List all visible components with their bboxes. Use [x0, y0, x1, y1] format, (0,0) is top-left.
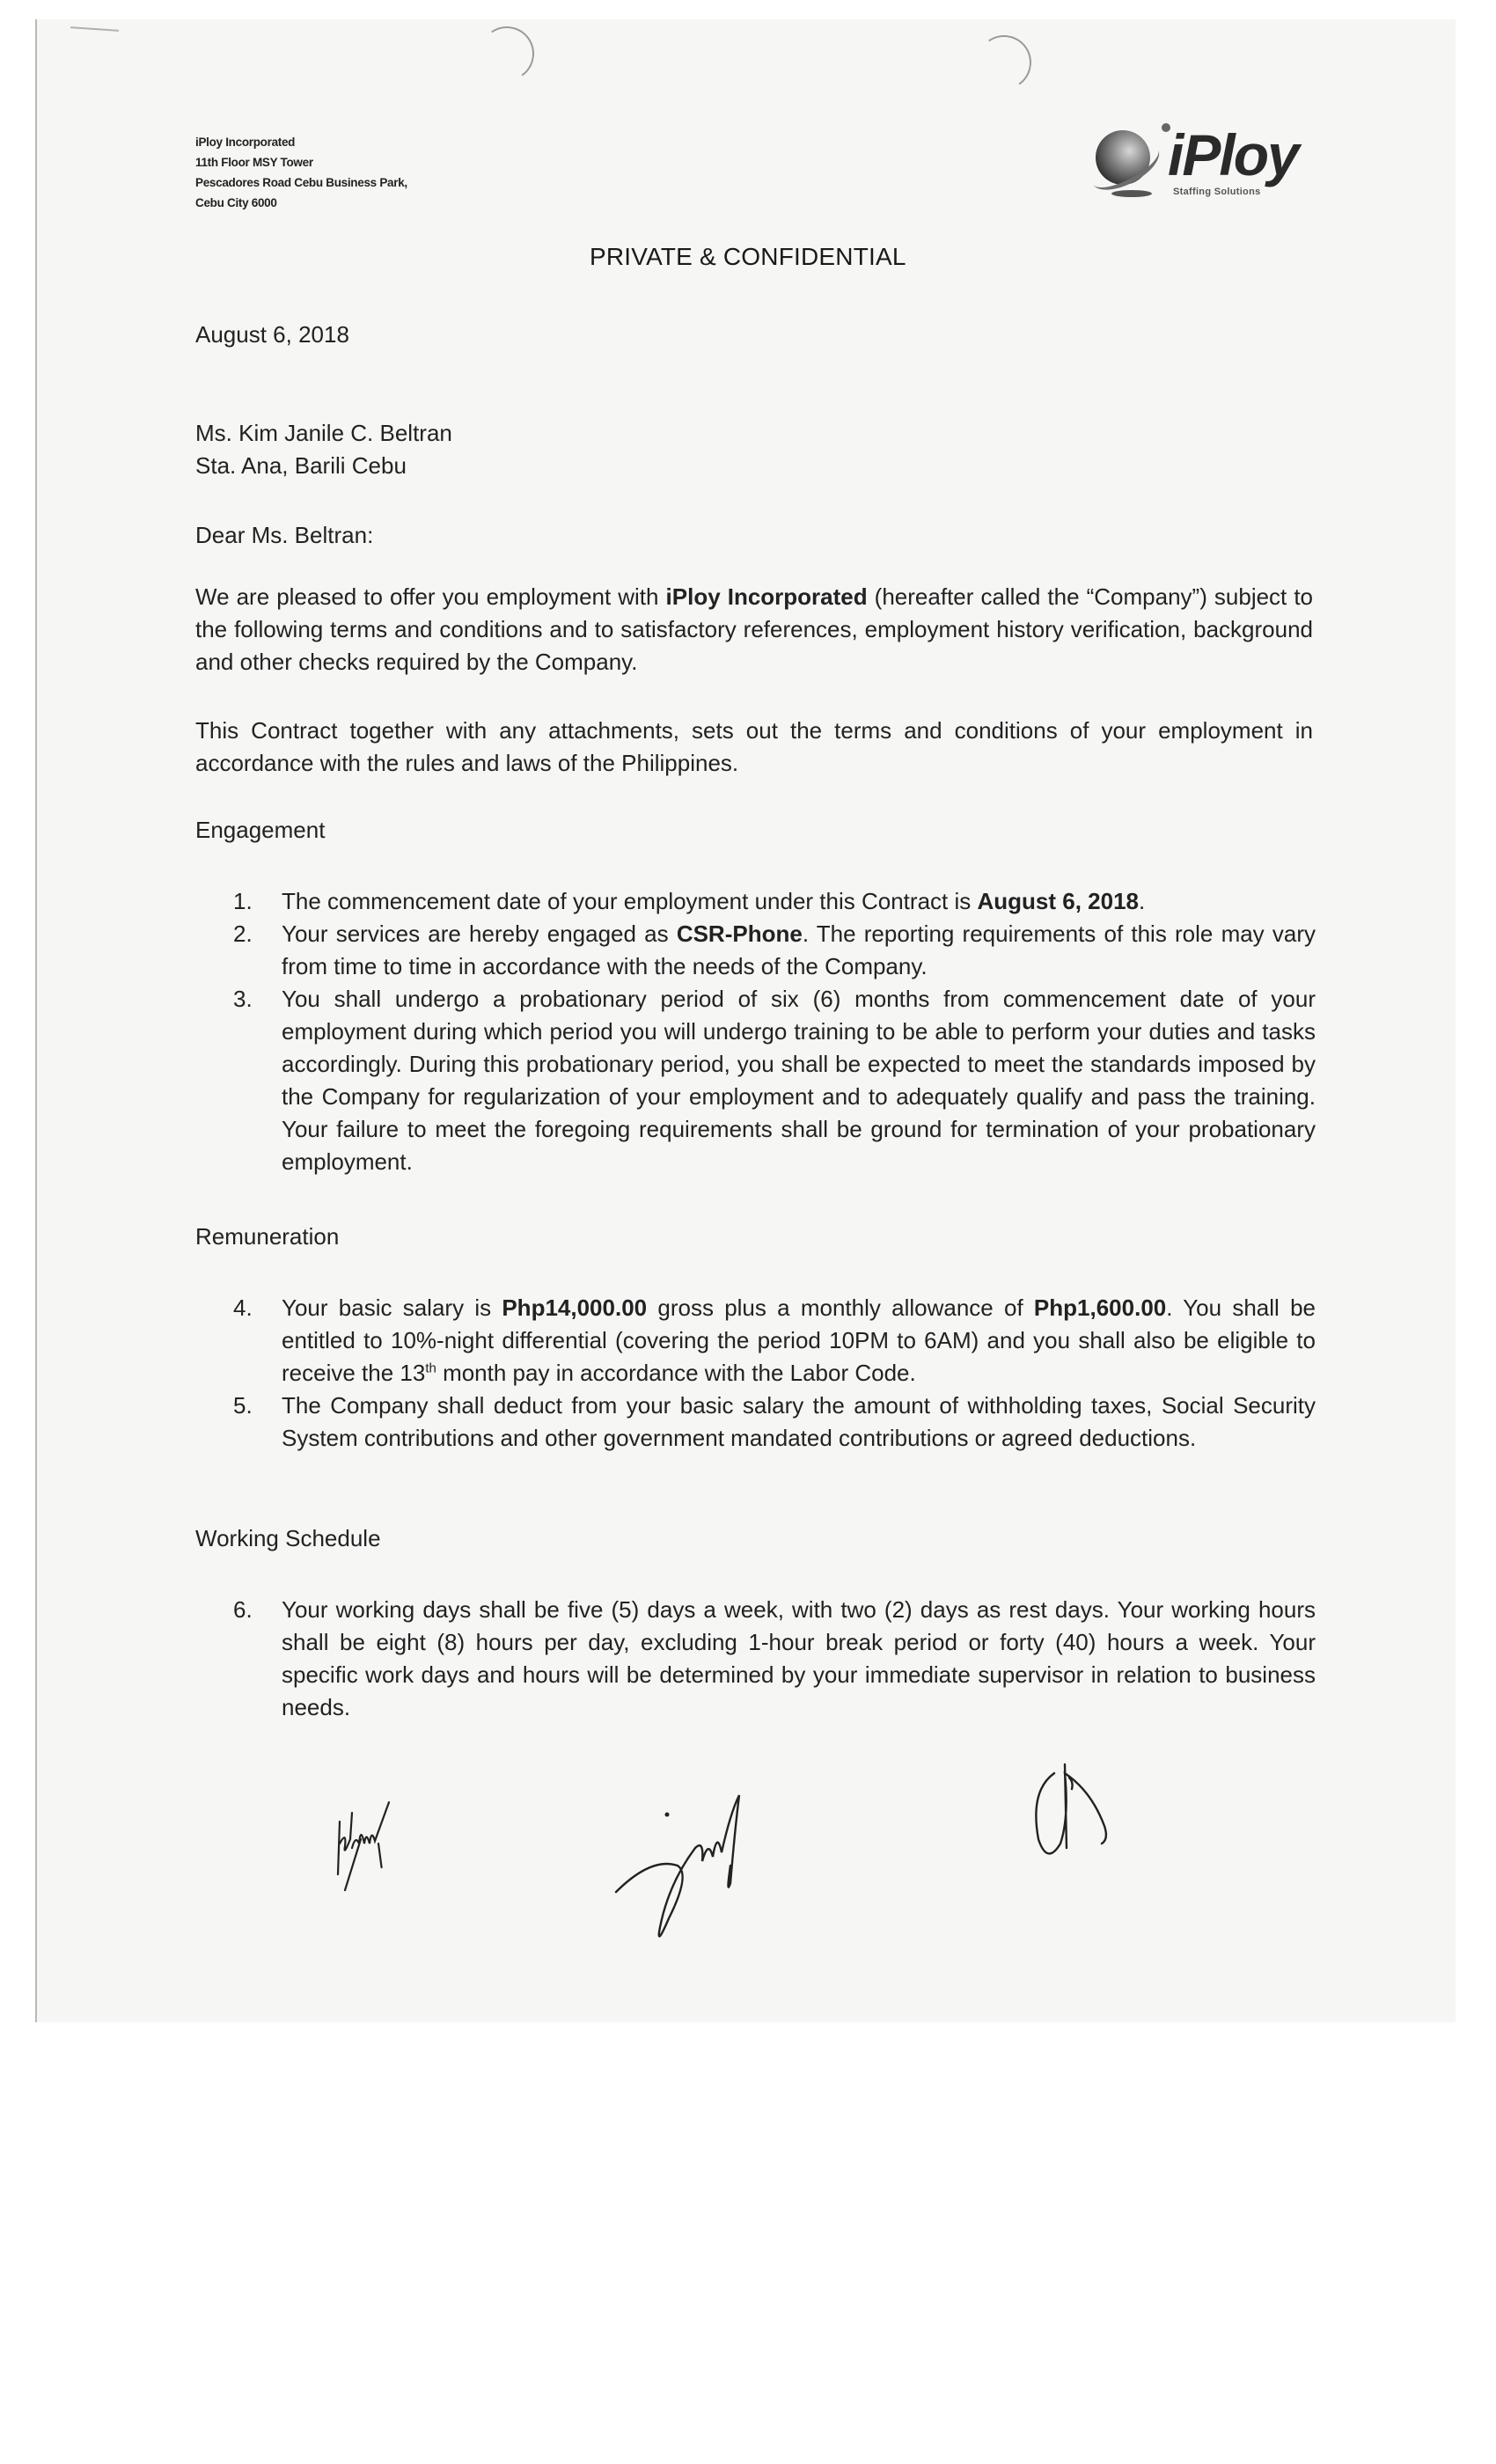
list-item — [233, 885, 1316, 918]
item-number: 5. — [233, 1392, 253, 1419]
text-span: month pay in accordance with the Labor Code. — [436, 1360, 916, 1386]
company-logo — [1096, 123, 1360, 202]
text-span: Your basic salary is — [282, 1294, 502, 1321]
text-span: The commencement date of your employment under this Contract is — [282, 888, 978, 914]
section-heading-engagement: Engagement — [195, 817, 326, 843]
text-span: gross plus a monthly allowance of — [647, 1294, 1034, 1321]
logo-tagline: Staffing Solutions — [1173, 187, 1261, 197]
text-span: . You shall be entitled to 10%-night differential (covering the period 10PM to 6AM) and you shall also be eligible to receive the 13 — [282, 1294, 1316, 1386]
item-number: 4. — [233, 1294, 253, 1321]
item-number: 3. — [233, 986, 253, 1012]
signature-1 — [326, 1795, 431, 1892]
ordinal-superscript: th — [425, 1360, 436, 1376]
engagement-list — [233, 885, 1316, 1178]
recipient-block — [195, 417, 452, 482]
address-line: Pescadores Road Cebu Business Park, — [195, 176, 407, 189]
list-item — [233, 918, 1316, 983]
intro-paragraph — [195, 581, 1313, 678]
text-span: We are pleased to offer you employment with — [195, 583, 666, 610]
list-item — [233, 1594, 1316, 1724]
confidential-heading: PRIVATE & CONFIDENTIAL — [590, 243, 906, 270]
list-item — [233, 983, 1316, 1178]
text-span: You shall undergo a probationary period of six (6) months from commencement date of your employment during which period you will undergo training to be able to perform your duties and tasks accordingly. During this probationary period, you shall be expected to meet the standards imposed by the Company for regularization of your employment and to adequately qualify and pass the training. Your failure to meet the foregoing requirements shall be ground for termination of your probationary employment. — [282, 986, 1316, 1175]
remuneration-list — [233, 1292, 1316, 1455]
text-span: The Company shall deduct from your basic salary the amount of withholding taxes, Social Security System contributions and other government mandated contributions or agreed deductions. — [282, 1392, 1316, 1451]
list-item — [233, 1390, 1316, 1455]
recipient-name: Ms. Kim Janile C. Beltran — [195, 420, 452, 446]
monthly-allowance: Php1,600.00 — [1033, 1294, 1167, 1321]
recipient-address: Sta. Ana, Barili Cebu — [195, 452, 407, 479]
company-name-bold: iPloy Incorporated — [665, 583, 868, 610]
contract-paragraph: This Contract together with any attachments, sets out the terms and conditions of your employment in accordance with the rules and laws of the Philippines. — [195, 717, 1313, 776]
text-span: (hereafter called the “Company”) subject to the following terms and conditions and to satisfactory references, employment history verification, background and other checks required by the Company. — [195, 583, 1314, 675]
item-number: 2. — [233, 920, 253, 947]
text-span: . The reporting requirements of this role may vary from time to time in accordance with the needs of the Company. — [282, 920, 1316, 979]
logo-brand: iPloy — [1168, 122, 1298, 187]
letter-date: August 6, 2018 — [195, 321, 349, 348]
item-number: 6. — [233, 1596, 253, 1623]
address-line: 11th Floor MSY Tower — [195, 156, 313, 169]
company-address — [195, 132, 407, 213]
position-title: CSR-Phone — [676, 920, 803, 947]
signature-2 — [607, 1778, 783, 1945]
salutation: Dear Ms. Beltran: — [195, 522, 374, 548]
commencement-date: August 6, 2018 — [977, 888, 1139, 914]
section-heading-remuneration: Remuneration — [195, 1223, 340, 1250]
basic-salary: Php14,000.00 — [502, 1294, 648, 1321]
section-heading-working-schedule: Working Schedule — [195, 1525, 381, 1551]
item-number: 1. — [233, 888, 253, 914]
globe-base-icon — [1111, 190, 1152, 197]
text-span: . — [1139, 888, 1146, 914]
address-line: Cebu City 6000 — [195, 196, 277, 209]
list-item — [233, 1292, 1316, 1390]
signature-3 — [1021, 1756, 1126, 1870]
working-schedule-list — [233, 1594, 1316, 1724]
text-span: Your services are hereby engaged as — [282, 920, 677, 947]
text-span: Your working days shall be five (5) days a week, with two (2) days as rest days. Your working hours shall be eight (8) hours per day, excluding 1-hour break period or forty (40) hours a week. Your specific work days and hours will be determined by your immediate supervisor in relation to business needs. — [282, 1596, 1316, 1720]
address-line: iPloy Incorporated — [195, 136, 296, 149]
